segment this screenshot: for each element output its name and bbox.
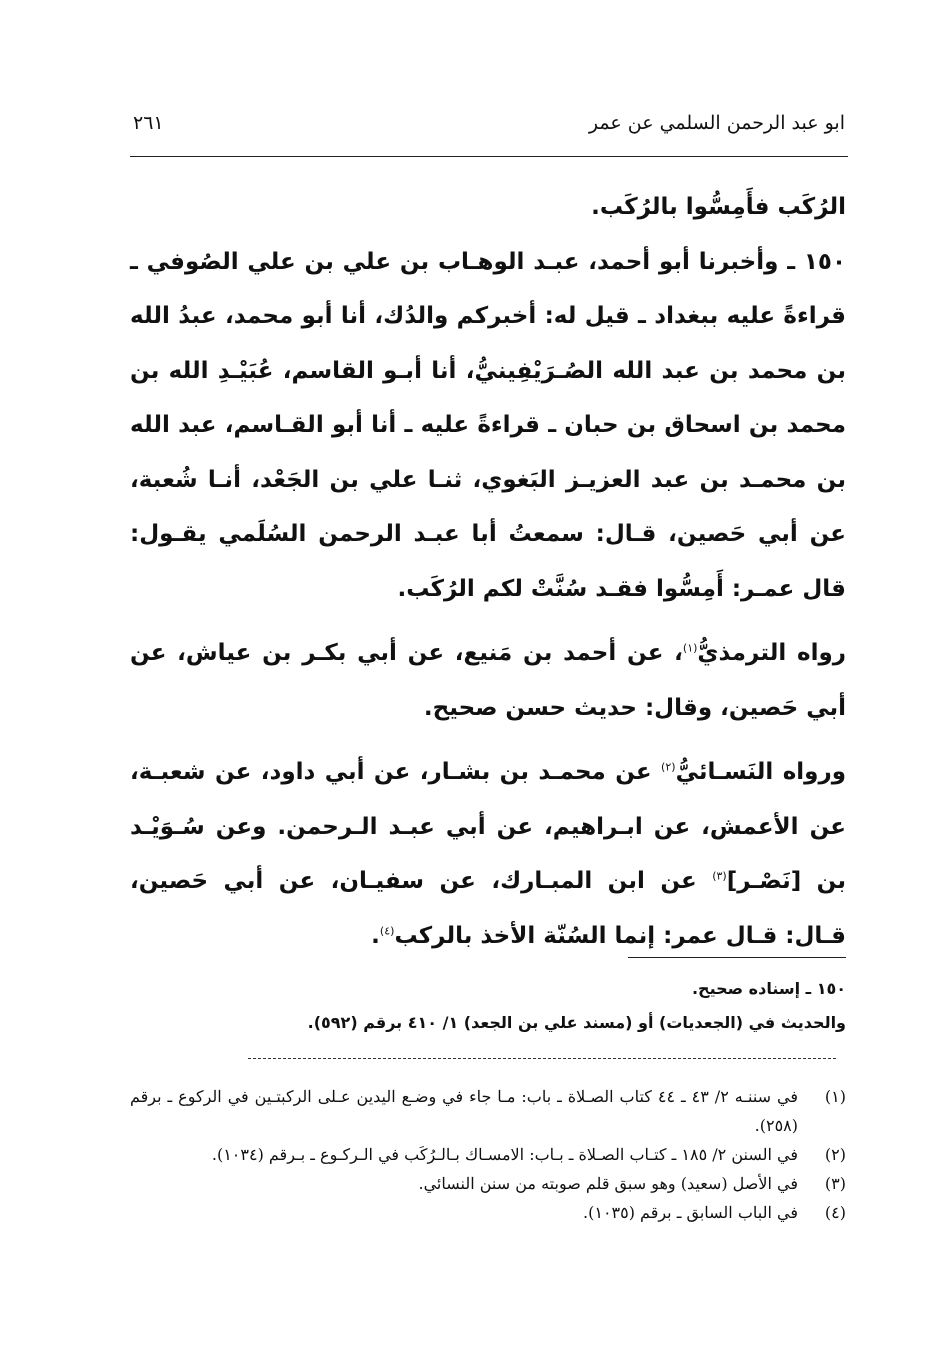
text-segment: ، عن أحمد بن مَنيع، عن أبي بكـر بن عياش، عن أبي حَصين، وقال: حديث حسن صحيح.	[130, 640, 846, 721]
text-segment: عن محمـد بن بشـار، عن أبي داود، عن شعبـة، عن الأعمش، عن ابـراهيم، عن أبي عبـد الـرحمن. وعن سُـوَيْـد بن [نَصْـر]	[130, 759, 846, 894]
header-rule	[130, 156, 848, 157]
footnote-marker-2: (٢)	[661, 760, 676, 774]
paragraph-nasai	[130, 745, 846, 963]
footnote-item	[130, 1198, 846, 1227]
footnote-number: (٣)	[824, 1174, 846, 1193]
footnote-item	[130, 1169, 846, 1198]
footnote-text: في الأصل (سعيد) وهو سبق قلم صوبته من سنن النسائي.	[418, 1174, 798, 1193]
editor-notes	[150, 972, 846, 1040]
paragraph-continuation: الرُكَب فأَمِسُّوا بالرُكَب.	[591, 194, 846, 220]
footnote-number: (٢)	[824, 1145, 846, 1164]
text-segment: رواه الترمذيُّ	[697, 640, 846, 666]
footnote-number: (١)	[824, 1087, 846, 1106]
note-line: ١٥٠ ـ إسناده صحيح.	[691, 979, 846, 998]
footnote-marker-3: (٣)	[712, 869, 727, 883]
notes-separator-rule	[628, 957, 846, 958]
text-segment: عن ابن المبـارك، عن سفيـان، عن أبي حَصين، قـال: قـال عمر: إنما السُنّة الأخذ بالركب	[130, 868, 846, 949]
footnotes-separator-rule	[248, 1058, 836, 1059]
paragraph-tirmidhi	[130, 626, 846, 735]
running-title: ابو عبد الرحمن السلمي عن عمر	[588, 112, 845, 134]
main-text	[130, 180, 846, 963]
footnote-item	[130, 1140, 846, 1169]
footnote-text: في الباب السابق ـ برقم (١٠٣٥).	[583, 1203, 798, 1222]
footnote-text: في سننـه ٢/ ٤٣ ـ ٤٤ كتاب الصـلاة ـ باب: مـا جاء في وضـع اليدين عـلى الركبتـين في الركوع ـ برقم (٢٥٨).	[130, 1087, 798, 1135]
footnote-item	[130, 1082, 846, 1140]
text-segment: ورواه النَسـائيُّ	[675, 759, 846, 785]
running-header	[133, 112, 845, 142]
text-segment: .	[371, 922, 380, 949]
paragraph-hadith-150: ١٥٠ ـ وأخبرنا أبو أحمد، عبـد الوهـاب بن علي بن علي الصُوفي ـ قراءةً عليه ببغداد ـ قيل له: أخبركم والدُك، أنا أبو محمد، عبدُ الله بن محمد بن عبد الله الصُـرَيْفِينيُّ، أنا أبـو القاسم، عُبَيْـدِ الله بن محمد بن اسحاق بن حبان ـ قراءةً عليه ـ أنا أبو القـاسم، عبد الله بن محمـد بن عبد العزيـز البَغوي، ثنـا علي بن الجَعْد، أنـا شُعبة، عن أبي حَصين، قـال: سمعتُ أبا عبـد الرحمن السُلَمي يقـول: قال عمـر: أَمِسُّوا فقـد سُنَّتْ لكم الرُكَب.	[130, 248, 846, 602]
footnote-text: في السنن ٢/ ١٨٥ ـ كتـاب الصـلاة ـ بـاب: الامسـاك بـالـرُكَب في الـركـوع ـ بـرقم (١٠٣٤).	[211, 1145, 798, 1164]
footnote-marker-1: (١)	[682, 641, 698, 655]
page-number: ٢٦١	[133, 112, 164, 134]
note-line: والحديث في (الجعديات) أو (مسند علي بن الجعد) ١/ ٤١٠ برقم (٥٩٢).	[307, 1013, 846, 1032]
footnotes	[130, 1082, 846, 1227]
footnote-marker-4: (٤)	[379, 923, 395, 937]
footnote-number: (٤)	[824, 1203, 846, 1222]
